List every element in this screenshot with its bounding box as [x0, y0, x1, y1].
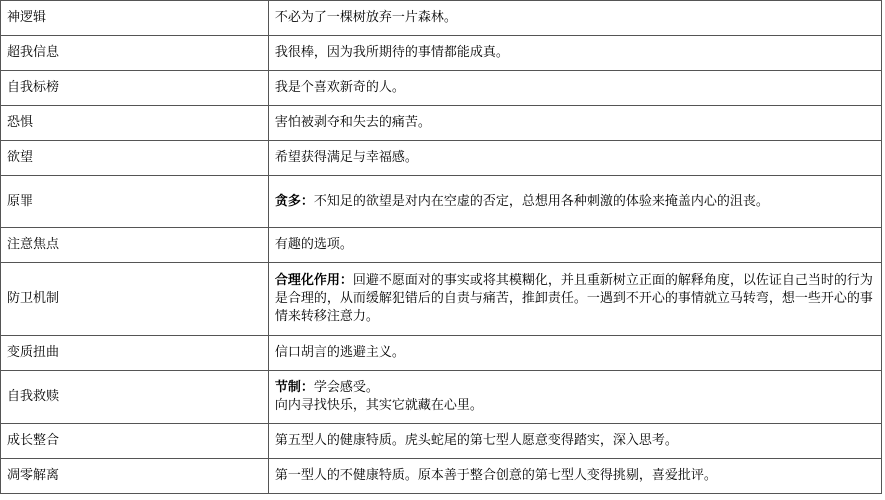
row-value: 希望获得满足与幸福感。 [268, 141, 881, 176]
row-value: 我是个喜欢新奇的人。 [268, 71, 881, 106]
row-value-heading: 合理化作用： [274, 273, 353, 288]
row-label: 恐惧 [1, 106, 269, 141]
row-label: 防卫机制 [1, 263, 269, 336]
row-value: 我很棒，因为我所期待的事情都能成真。 [268, 36, 881, 71]
row-label: 神逻辑 [1, 1, 269, 36]
row-value: 第一型人的不健康特质。原本善于整合创意的第七型人变得挑剔，喜爱批评。 [268, 459, 881, 494]
table-row [1, 228, 882, 263]
table-row [1, 1, 882, 36]
table-row [1, 371, 882, 424]
table-row [1, 106, 882, 141]
row-label: 变质扭曲 [1, 336, 269, 371]
row-value-heading: 节制： [274, 380, 314, 395]
row-label: 自我标榜 [1, 71, 269, 106]
row-label: 原罪 [1, 176, 269, 228]
table-row [1, 36, 882, 71]
row-label: 成长整合 [1, 424, 269, 459]
table-row [1, 459, 882, 494]
row-value: 有趣的选项。 [268, 228, 881, 263]
table-row [1, 176, 882, 228]
row-value: 第五型人的健康特质。虎头蛇尾的第七型人愿意变得踏实，深入思考。 [268, 424, 881, 459]
row-value-line-2: 向内寻找快乐，其实它就藏在心里。 [274, 398, 483, 413]
row-value: 信口胡言的逃避主义。 [268, 336, 881, 371]
table-row [1, 336, 882, 371]
table-row [1, 263, 882, 336]
row-value: 不必为了一棵树放弃一片森林。 [268, 1, 881, 36]
table-row [1, 71, 882, 106]
row-label: 凋零解离 [1, 459, 269, 494]
row-label: 自我救赎 [1, 371, 269, 424]
table-row [1, 141, 882, 176]
table-row [1, 424, 882, 459]
row-label: 欲望 [1, 141, 269, 176]
row-label: 超我信息 [1, 36, 269, 71]
row-value: 贪多：不知足的欲望是对内在空虚的否定，总想用各种刺激的体验来掩盖内心的沮丧。 [268, 176, 881, 228]
row-value: 害怕被剥夺和失去的痛苦。 [268, 106, 881, 141]
row-label: 注意焦点 [1, 228, 269, 263]
row-value-heading: 贪多： [274, 193, 314, 209]
row-value: 合理化作用：回避不愿面对的事实或将其模糊化，并且重新树立正面的解释角度，以佐证自己当时的行为是合理的，从而缓解犯错后的自责与痛苦，推卸责任。一遇到不开心的事情就立马转弯，想一些开心的事情来转移注意力。 [268, 263, 881, 336]
row-value: 节制：学会感受。 向内寻找快乐，其实它就藏在心里。 [268, 371, 881, 424]
